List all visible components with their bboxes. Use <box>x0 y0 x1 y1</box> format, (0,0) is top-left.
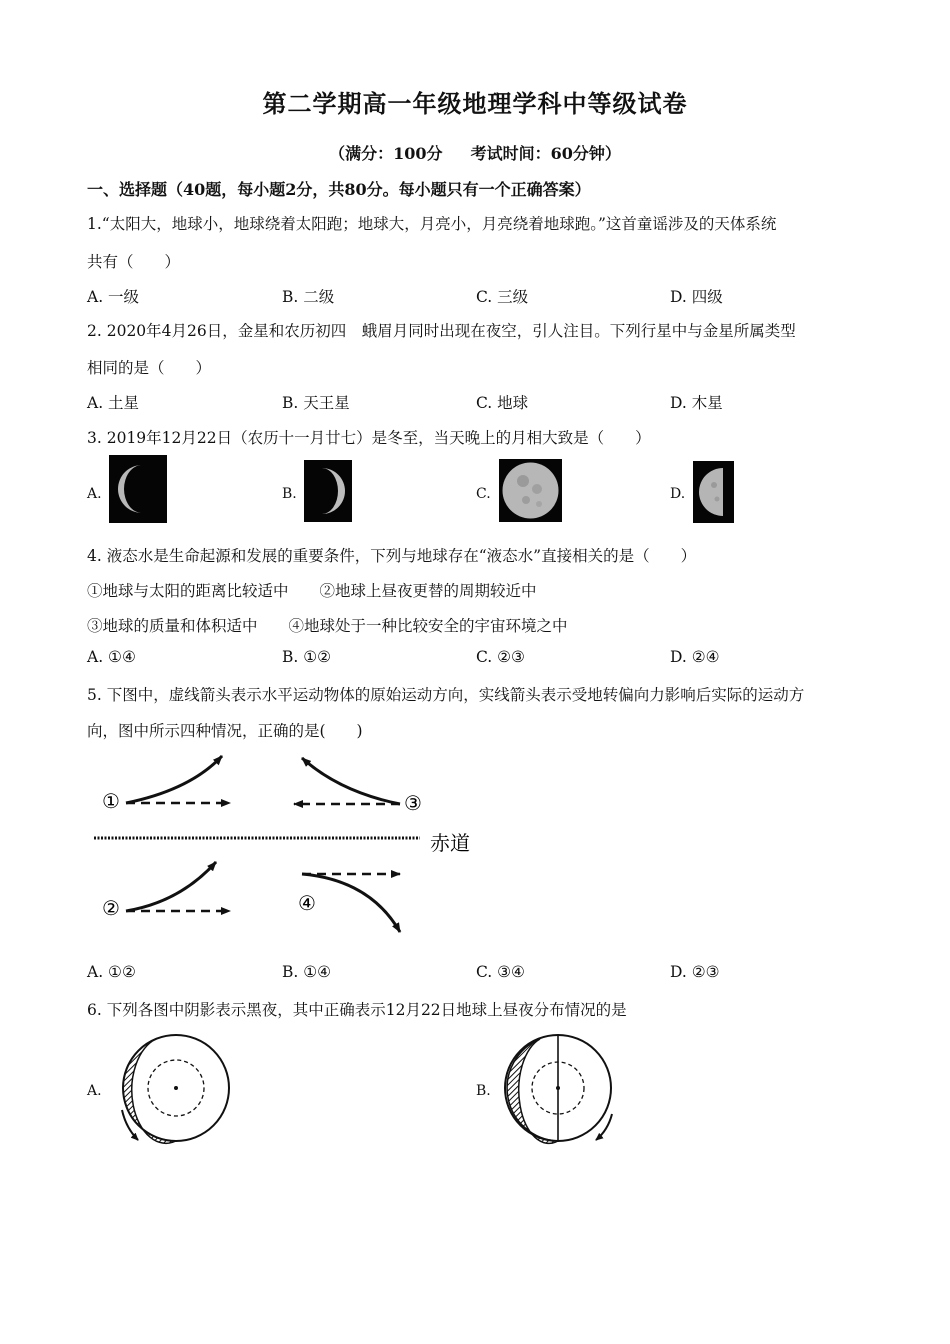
q4-statements-1-2: ①地球与太阳的距离比较适中 ②地球上昼夜更替的周期较近中 <box>87 582 537 600</box>
case4-actual-direction <box>302 874 400 932</box>
q3-label-b: B. <box>282 486 297 502</box>
section-heading: 一、选择题（40题，每小题2分，共80分。每小题只有一个正确答案） <box>87 180 591 199</box>
q1-option-a: A. 一级 <box>87 288 140 306</box>
equator-label: 赤道 <box>430 831 470 855</box>
q5-option-d: D. ②③ <box>670 963 720 981</box>
q2-stem-line1: 2. 2020年4月26日，金星和农历初四 蛾眉月同时出现在夜空，引人注目。下列行星中与金星所属类型 <box>87 322 796 340</box>
q1-option-c: C. 三级 <box>476 288 529 306</box>
coriolis-deflection-figure <box>90 752 490 940</box>
earth-daynight-diagram-b <box>500 1030 625 1145</box>
q4-option-c: C. ②③ <box>476 648 525 666</box>
q5-option-a: A. ①② <box>87 963 136 981</box>
q2-stem-line2: 相同的是（ ） <box>87 359 212 377</box>
q2-option-a: A. 土星 <box>87 394 140 412</box>
q3-label-d: D. <box>670 486 686 502</box>
q5-option-c: C. ③④ <box>476 963 525 981</box>
marker-4: ④ <box>298 891 316 915</box>
q1-option-d: D. 四级 <box>670 288 723 306</box>
earth-daynight-diagram-a <box>112 1030 237 1145</box>
q5-option-b: B. ①④ <box>282 963 332 981</box>
case3-actual-direction <box>302 758 400 804</box>
q6-label-b: B. <box>476 1083 491 1099</box>
q4-option-a: A. ①④ <box>87 648 136 666</box>
case2-actual-direction <box>126 862 216 911</box>
case1-actual-direction <box>126 756 222 803</box>
q2-option-b: B. 天王星 <box>282 394 350 412</box>
q6-stem: 6. 下列各图中阴影表示黑夜，其中正确表示12月22日地球上昼夜分布情况的是 <box>87 1001 627 1019</box>
q2-option-c: C. 地球 <box>476 394 529 412</box>
q5-stem-line2: 向，图中所示四种情况，正确的是( ) <box>87 722 363 740</box>
exam-time: 考试时间：60分钟） <box>470 144 621 163</box>
moon-full-image <box>499 459 562 522</box>
full-score: （满分：100分 <box>329 144 443 163</box>
q3-stem: 3. 2019年12月22日（农历十一月廿七）是冬至，当天晚上的月相大致是（ ） <box>87 429 651 447</box>
q4-option-b: B. ①② <box>282 648 332 666</box>
q4-stem: 4. 液态水是生命起源和发展的重要条件，下列与地球存在“液态水”直接相关的是（ ） <box>87 547 697 565</box>
q6-label-a: A. <box>87 1083 102 1099</box>
marker-1: ① <box>102 789 120 813</box>
q1-stem-line1: 1.“太阳大，地球小，地球绕着太阳跑；地球大，月亮小，月亮绕着地球跑。”这首童谣涉及的天体系统 <box>87 215 777 233</box>
exam-info <box>0 141 950 164</box>
moon-waxing-crescent-image <box>304 460 352 522</box>
q3-label-c: C. <box>476 486 491 502</box>
marker-3: ③ <box>404 791 422 815</box>
moon-waning-crescent-image <box>109 455 167 523</box>
page-title: 第二学期高一年级地理学科中等级试卷 <box>262 89 688 118</box>
marker-2: ② <box>102 896 120 920</box>
q4-statements-3-4: ③地球的质量和体积适中 ④地球处于一种比较安全的宇宙环境之中 <box>87 617 568 635</box>
q1-stem-line2: 共有（ ） <box>87 253 181 271</box>
moon-last-quarter-image <box>693 461 734 523</box>
q5-stem-line1: 5. 下图中，虚线箭头表示水平运动物体的原始运动方向，实线箭头表示受地转偏向力影响后实际的运动方 <box>87 686 805 704</box>
q3-label-a: A. <box>87 486 102 502</box>
q1-option-b: B. 二级 <box>282 288 335 306</box>
q2-option-d: D. 木星 <box>670 394 723 412</box>
q4-option-d: D. ②④ <box>670 648 720 666</box>
